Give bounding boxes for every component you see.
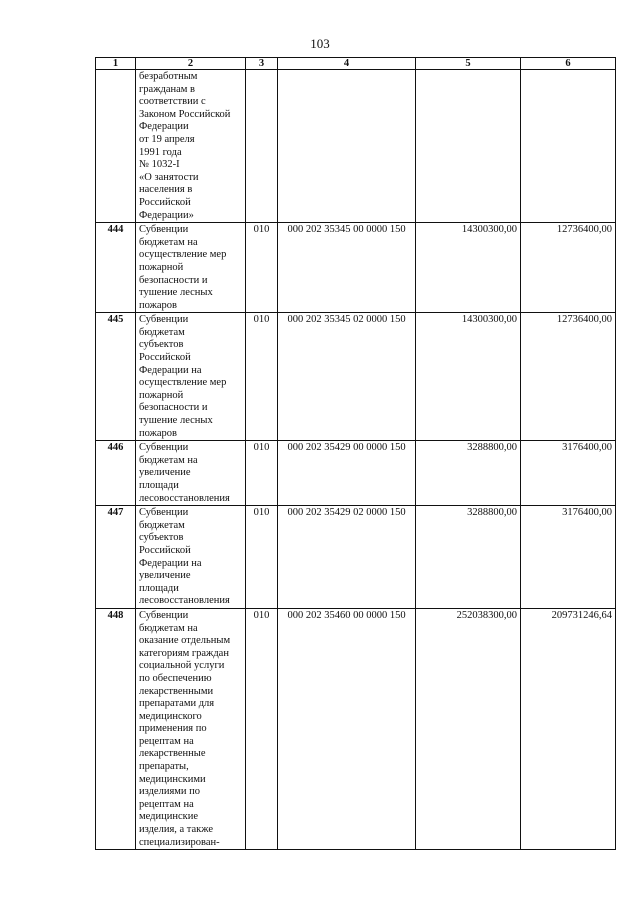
row-name-line: по обеспечению [139, 672, 212, 684]
row-name-line: Российской [139, 196, 191, 208]
row-name-line: применения по [139, 723, 207, 735]
row-name-line: от 19 апреля [139, 133, 195, 145]
row-name-line: лесовосстановления [139, 595, 230, 607]
column-header: 5 [416, 58, 521, 70]
row-budget-code-cell: 000 202 35345 00 0000 150 [278, 223, 416, 313]
row-name-line: оказание отдельным [139, 635, 231, 647]
row-number-cell: 448 [96, 608, 136, 849]
row-name-cell [136, 313, 246, 441]
row-name-line: Федерации на [139, 364, 202, 376]
row-name-line: пожарной [139, 389, 184, 401]
row-name-line: бюджетам [139, 326, 185, 338]
row-name-cell [136, 223, 246, 313]
row-name-line: Субвенции [139, 609, 189, 621]
row-admin-code-cell: 010 [246, 506, 278, 609]
row-name-line: безопасности и [139, 402, 208, 414]
row-plan-amount-cell: 3288800,00 [416, 441, 521, 506]
row-name-line: препараты, [139, 761, 189, 773]
row-name-line: Субвенции [139, 507, 189, 519]
table-row [96, 441, 616, 506]
row-actual-amount-cell: 12736400,00 [521, 313, 616, 441]
row-name-line: лесовосстановления [139, 492, 230, 504]
row-number-cell: 445 [96, 313, 136, 441]
row-name-line: площади [139, 582, 179, 594]
column-header: 1 [96, 58, 136, 70]
row-name-line: Субвенции [139, 314, 189, 326]
column-header: 6 [521, 58, 616, 70]
budget-table [95, 57, 616, 850]
row-name-line: бюджетам [139, 519, 185, 531]
row-plan-amount-cell: 3288800,00 [416, 506, 521, 609]
row-name-line: увеличение [139, 467, 191, 479]
row-name-line: осуществление мер [139, 249, 227, 261]
row-name-cell [136, 70, 246, 223]
row-name-line: безопасности и [139, 274, 208, 286]
row-name-line: медицинские [139, 811, 199, 823]
row-name-line: пожарной [139, 261, 184, 273]
row-name-line: рецептам на [139, 798, 194, 810]
row-admin-code-cell [246, 70, 278, 223]
table-row [96, 223, 616, 313]
row-number-cell: 444 [96, 223, 136, 313]
row-admin-code-cell: 010 [246, 223, 278, 313]
row-admin-code-cell: 010 [246, 441, 278, 506]
table-header-row [96, 58, 616, 70]
row-admin-code-cell: 010 [246, 608, 278, 849]
row-name-line: изделия, а также [139, 824, 214, 836]
row-number-cell: 446 [96, 441, 136, 506]
row-name-line: бюджетам на [139, 622, 198, 634]
row-actual-amount-cell [521, 70, 616, 223]
row-name-line: увеличение [139, 570, 191, 582]
row-name-line: субъектов [139, 532, 184, 544]
row-name-line: социальной услуги [139, 660, 225, 672]
row-name-line: рецептам на [139, 735, 194, 747]
row-number-cell [96, 70, 136, 223]
row-plan-amount-cell [416, 70, 521, 223]
row-name-line: Федерации» [139, 209, 194, 221]
row-name-line: медицинскими [139, 773, 206, 785]
row-name-line: Федерации на [139, 557, 202, 569]
row-actual-amount-cell: 3176400,00 [521, 506, 616, 609]
row-name-cell [136, 608, 246, 849]
row-name-line: безработным [139, 71, 198, 82]
row-actual-amount-cell: 12736400,00 [521, 223, 616, 313]
row-actual-amount-cell: 3176400,00 [521, 441, 616, 506]
row-name-line: специализирован- [139, 836, 220, 848]
row-name-line: тушение лесных [139, 415, 213, 427]
row-name-line: пожаров [139, 299, 177, 311]
row-budget-code-cell [278, 70, 416, 223]
row-name-line: Российской [139, 352, 191, 364]
column-header: 2 [136, 58, 246, 70]
row-name-line: медицинского [139, 710, 202, 722]
row-name-line: Федерации [139, 121, 189, 133]
row-name-line: 1991 года [139, 146, 182, 158]
row-name-line: категориям граждан [139, 647, 229, 659]
row-budget-code-cell: 000 202 35345 02 0000 150 [278, 313, 416, 441]
row-name-line: тушение лесных [139, 287, 213, 299]
row-name-line: Субвенции [139, 224, 189, 236]
row-name-line: осуществление мер [139, 377, 227, 389]
row-name-line: бюджетам на [139, 454, 198, 466]
row-name-line: пожаров [139, 427, 177, 439]
table-row [96, 313, 616, 441]
row-actual-amount-cell: 209731246,64 [521, 608, 616, 849]
row-number-cell: 447 [96, 506, 136, 609]
row-name-cell [136, 441, 246, 506]
row-name-line: соответствии с [139, 96, 206, 108]
table-row [96, 506, 616, 609]
row-name-line: «О занятости [139, 171, 199, 183]
row-plan-amount-cell: 14300300,00 [416, 313, 521, 441]
page-number: 103 [310, 36, 330, 51]
row-plan-amount-cell: 252038300,00 [416, 608, 521, 849]
row-name-line: гражданам в [139, 83, 195, 95]
row-name-line: лекарственными [139, 685, 214, 697]
row-budget-code-cell: 000 202 35429 02 0000 150 [278, 506, 416, 609]
row-name-line: Законом Российской [139, 108, 231, 120]
row-name-line: населения в [139, 184, 193, 196]
table-row [96, 608, 616, 849]
column-header: 4 [278, 58, 416, 70]
row-budget-code-cell: 000 202 35460 00 0000 150 [278, 608, 416, 849]
row-name-line: бюджетам на [139, 236, 198, 248]
row-name-line: Российской [139, 544, 191, 556]
row-budget-code-cell: 000 202 35429 00 0000 150 [278, 441, 416, 506]
row-name-cell [136, 506, 246, 609]
row-name-line: № 1032-I [139, 159, 180, 171]
row-admin-code-cell: 010 [246, 313, 278, 441]
row-name-line: Субвенции [139, 442, 189, 454]
row-plan-amount-cell: 14300300,00 [416, 223, 521, 313]
table-row [96, 70, 616, 223]
row-name-line: препаратами для [139, 698, 215, 710]
column-header: 3 [246, 58, 278, 70]
row-name-line: изделиями по [139, 786, 201, 798]
row-name-line: площади [139, 480, 179, 491]
row-name-line: лекарственные [139, 748, 206, 760]
row-name-line: субъектов [139, 339, 184, 351]
